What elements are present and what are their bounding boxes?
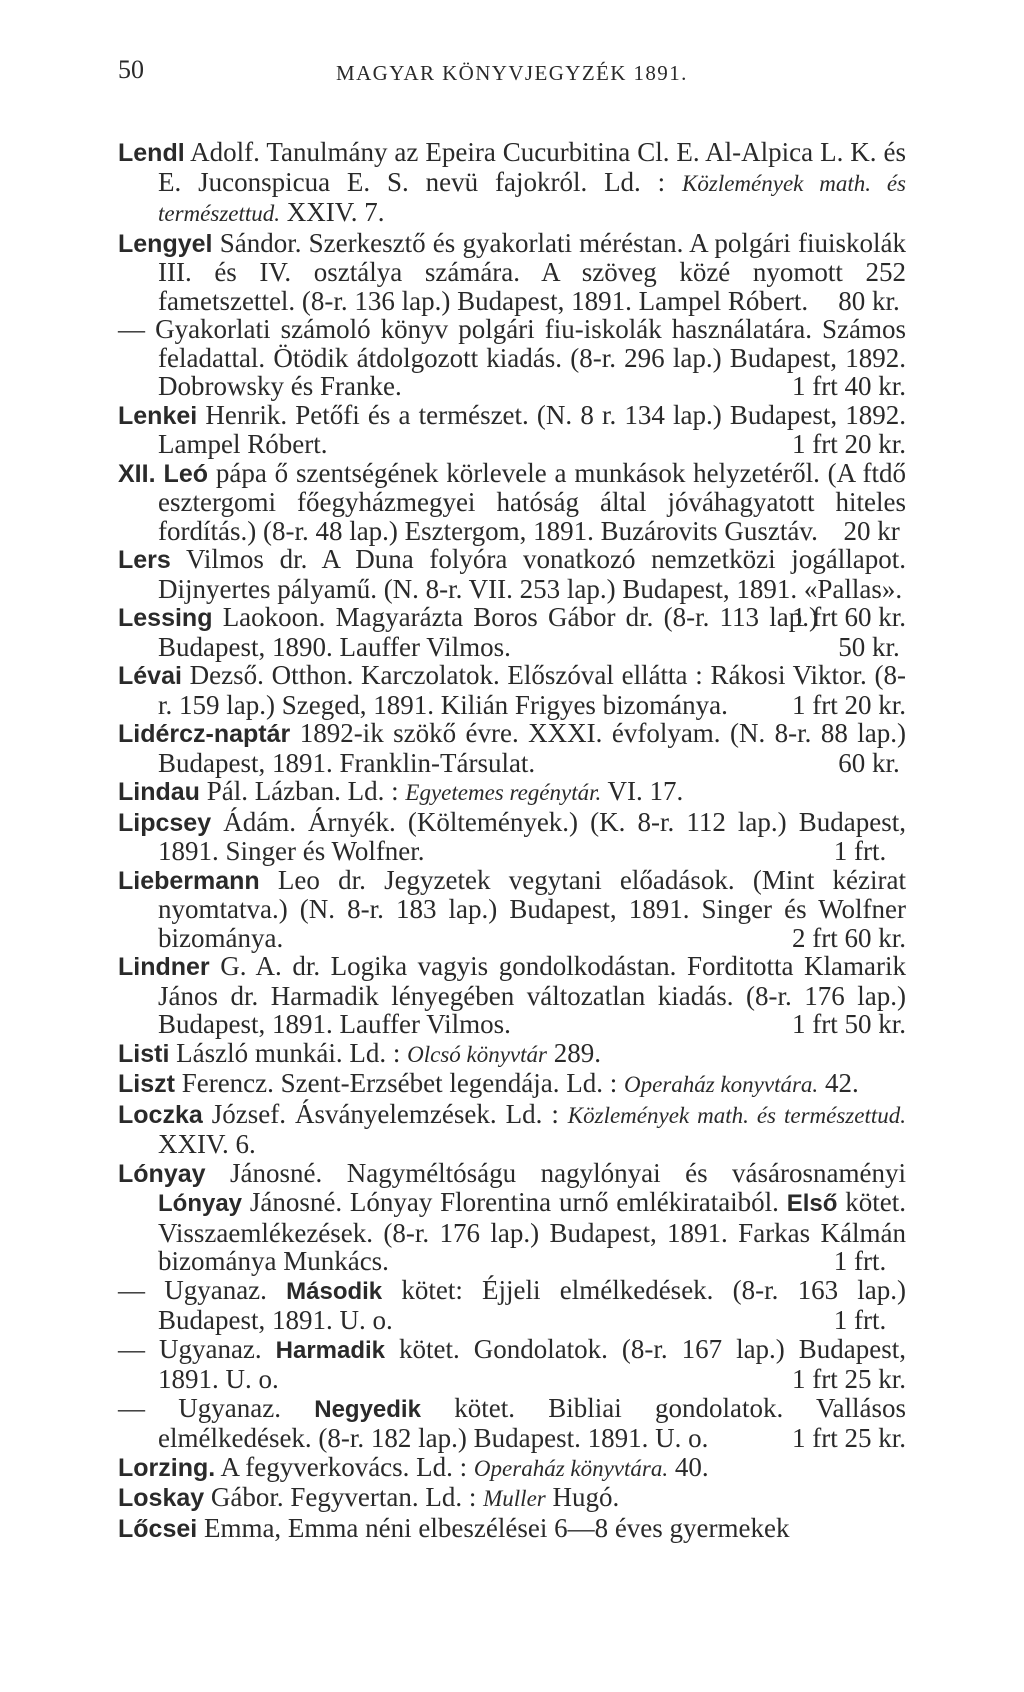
entry-reference: Közlemények math. és természettud. bbox=[567, 1102, 906, 1128]
entry-author: Lőcsei bbox=[118, 1514, 198, 1543]
entry-price: 1 frt. bbox=[833, 1305, 887, 1335]
entry-text: Leo dr. Jegyzetek vegytani előadások. (Mint kézirat nyomtatva.) (N. 8-r. 183 lap.) Budapest, 1891. Singer és Wolfner bizománya. bbox=[158, 864, 906, 953]
entry-text: 40. bbox=[668, 1451, 709, 1482]
entry-author: Lorzing. bbox=[118, 1453, 216, 1482]
bibliography-list bbox=[118, 138, 906, 1543]
entry-text: Ferencz. Szent-Erzsébet legendája. Ld. : bbox=[174, 1068, 624, 1098]
entry-text: Pál. Lázban. Ld. : bbox=[199, 776, 406, 806]
catalog-entry bbox=[118, 1483, 906, 1514]
entry-text: 42. bbox=[818, 1068, 859, 1098]
entry-author: XII. Leó bbox=[118, 459, 208, 488]
catalog-entry bbox=[118, 808, 906, 866]
catalog-entry bbox=[118, 138, 906, 229]
entry-text: G. A. dr. Logika vagyis gondolkodástan. Forditotta Klamarik János dr. Harmadik lényegében változatlan kiadás. (8-r. 176 lap.) Budapest, 1891. Lauffer Vilmos. bbox=[158, 951, 906, 1039]
catalog-entry bbox=[118, 1394, 906, 1453]
entry-author: Lenkei bbox=[118, 401, 198, 430]
entry-text: József. Ásványelemzések. Ld. : bbox=[202, 1098, 568, 1129]
catalog-entry bbox=[118, 1276, 906, 1335]
entry-text: Adolf. Tanulmány az Epeira Cucurbitina Cl. E. Al-Alpica L. K. és E. Juconspicua E. S. nevü fajokról. Ld. : bbox=[158, 137, 906, 197]
entry-text: Ugyanaz. bbox=[145, 1274, 287, 1305]
entry-text: kötet. Bibliai gondolatok. Vallásos elmélkedések. (8-r. 182 lap.) Budapest. 1891. U. o. bbox=[158, 1392, 906, 1453]
entry-author: Lindau bbox=[118, 778, 200, 806]
catalog-entry bbox=[118, 229, 906, 316]
catalog-entry bbox=[118, 952, 906, 1039]
entry-text: A fegyverkovács. Ld. : bbox=[215, 1451, 474, 1482]
entry-author: Lidércz-naptár bbox=[118, 720, 291, 748]
entry-author: Listi bbox=[118, 1039, 170, 1068]
entry-price: 1 frt. bbox=[833, 836, 887, 866]
entry-author: Lessing bbox=[118, 604, 213, 632]
entry-author: Liebermann bbox=[118, 866, 260, 895]
catalog-entry bbox=[118, 866, 906, 953]
entry-text: Laokoon. Magyarázta Boros Gábor dr. (8-r. 113 lap.) Budapest, 1890. Lauffer Vilmos. bbox=[158, 602, 818, 662]
entry-price: 1 frt 20 kr. bbox=[792, 429, 906, 459]
entry-dash: — bbox=[118, 314, 145, 344]
entry-text: XXIV. 7. bbox=[280, 197, 385, 227]
entry-price: 50 kr. bbox=[838, 631, 900, 662]
entry-dash: — bbox=[118, 1392, 145, 1423]
entry-author: Liszt bbox=[118, 1070, 175, 1098]
catalog-entry bbox=[118, 401, 906, 459]
catalog-entry bbox=[118, 1514, 906, 1544]
entry-author: Lónyay bbox=[118, 1159, 206, 1188]
entry-author: Loczka bbox=[118, 1100, 203, 1129]
entry-text: Ugyanaz. bbox=[145, 1333, 276, 1364]
entry-price: 1 frt 40 kr. bbox=[792, 371, 906, 401]
entry-author: Lendl bbox=[118, 139, 185, 167]
catalog-entry bbox=[118, 603, 906, 661]
entry-reference: Muller bbox=[483, 1486, 546, 1511]
entry-text: Jánosné. Nagyméltóságu nagylónyai és vásárosnaményi bbox=[205, 1157, 906, 1188]
entry-price: 60 kr. bbox=[838, 747, 900, 778]
entry-dash: — bbox=[118, 1274, 145, 1305]
entry-text: Henrik. Petőfi és a természet. (N. 8 r. 134 lap.) Budapest, 1892. Lampel Róbert. bbox=[158, 399, 906, 459]
entry-author: Lengyel bbox=[118, 229, 213, 258]
entry-emphasis: Első bbox=[786, 1190, 838, 1217]
entry-text: kötet. Visszaemlékezések. (8-r. 176 lap.) Budapest, 1891. Farkas Kálmán bizománya Munkács. bbox=[158, 1187, 906, 1276]
entry-author: Lindner bbox=[118, 953, 210, 981]
entry-text: VI. 17. bbox=[601, 776, 684, 806]
entry-emphasis: Negyedik bbox=[314, 1395, 421, 1423]
entry-text: Sándor. Szerkesztő és gyakorlati méréstan. A polgári fiuiskolák III. és IV. osztálya számára. A szöveg közé nyomott 252 fametszettel. (8-r. 136 lap.) Budapest, 1891. Lampel Róbert. bbox=[158, 227, 906, 316]
entry-text: kötet: Éjjeli elmélkedések. (8-r. 163 lap.) Budapest, 1891. U. o. bbox=[158, 1274, 906, 1335]
entry-price: 1 frt 25 kr. bbox=[792, 1364, 906, 1394]
entry-emphasis: Lónyay bbox=[158, 1190, 243, 1217]
entry-text: Ugyanaz. bbox=[145, 1392, 315, 1423]
catalog-entry bbox=[118, 315, 906, 401]
entry-price: 1 frt. bbox=[833, 1246, 887, 1276]
catalog-entry bbox=[118, 719, 906, 777]
entry-text: pápa ő szentségének körlevele a munkások helyzetéről. (A ftdő esztergomi főegyházmegyei hatóság által jóváhagyatott hiteles fordítás.) (8-r. 48 lap.) Esztergom, 1891. Buzárovits Gusztáv. bbox=[158, 457, 907, 546]
entry-emphasis: Második bbox=[286, 1277, 383, 1305]
catalog-entry bbox=[118, 1069, 906, 1100]
entry-price: 2 frt 60 kr. bbox=[792, 922, 906, 953]
entry-dash: — bbox=[118, 1333, 145, 1364]
entry-price: 1 frt 25 kr. bbox=[792, 1423, 906, 1453]
entry-reference: Egyetemes regénytár. bbox=[405, 780, 602, 805]
catalog-entry bbox=[118, 459, 906, 546]
entry-author: Lipcsey bbox=[118, 808, 212, 837]
catalog-entry bbox=[118, 1335, 906, 1394]
entry-text: Emma, Emma néni elbeszélései 6—8 éves gyermekek bbox=[197, 1512, 790, 1543]
entry-price: 20 kr bbox=[843, 515, 900, 546]
entry-text: Gábor. Fegyvertan. Ld. : bbox=[204, 1482, 484, 1512]
catalog-entry bbox=[118, 1159, 906, 1276]
entry-price: 1 frt 20 kr. bbox=[792, 689, 906, 720]
entry-price: 1 frt 50 kr. bbox=[792, 1009, 906, 1039]
entry-text: Ádám. Árnyék. (Költemények.) (K. 8-r. 112 lap.) Budapest, 1891. Singer és Wolfner. bbox=[158, 806, 906, 866]
entry-text: Dezső. Otthon. Karczolatok. Előszóval ellátta : Rákosi Viktor. (8-r. 159 lap.) Szeged, 1891. Kilián Frigyes bizománya. bbox=[158, 660, 906, 720]
entry-text: Jánosné. Lónyay Florentina urnő emlékirataiból. bbox=[242, 1187, 787, 1217]
entry-emphasis: Harmadik bbox=[275, 1336, 386, 1364]
entry-author: Lers bbox=[118, 546, 171, 574]
entry-text: XXIV. 6. bbox=[158, 1129, 256, 1159]
catalog-entry bbox=[118, 1039, 906, 1070]
page-header bbox=[118, 50, 918, 86]
entry-reference: Operaház könyvtára. bbox=[473, 1455, 669, 1481]
catalog-entry bbox=[118, 1453, 906, 1484]
entry-text: Gyakorlati számoló könyv polgári fiu-iskolák használatára. Számos feladattal. Ötödik átdolgozott kiadás. (8-r. 296 lap.) Budapest, 1892. Dobrowsky és Franke. bbox=[145, 314, 906, 401]
entry-text: 289. bbox=[547, 1037, 601, 1068]
catalog-entry bbox=[118, 661, 906, 719]
entry-author: Loskay bbox=[118, 1484, 205, 1512]
catalog-entry bbox=[118, 777, 906, 808]
entry-reference: Olcsó könyvtár bbox=[407, 1041, 547, 1067]
entry-reference: Operaház konyvtára. bbox=[624, 1072, 819, 1097]
entry-text: Vilmos dr. A Duna folyóra vonatkozó nemzetközi jogállapot. Dijnyertes pályamű. (N. 8-r. VII. 253 lap.) Budapest, 1891. «Pallas». bbox=[158, 544, 906, 604]
entry-price: 80 kr. bbox=[838, 285, 900, 316]
entry-reference: Közlemények math. és természettud. bbox=[158, 170, 906, 226]
entry-text: László munkái. Ld. : bbox=[169, 1037, 408, 1068]
entry-text: 1892-ik szökő évre. XXXI. évfolyam. (N. 8-r. 88 lap.) Budapest, 1891. Franklin-Társulat. bbox=[158, 718, 906, 778]
entry-author: Lévai bbox=[118, 662, 182, 690]
catalog-entry bbox=[118, 1100, 906, 1159]
entry-text: kötet. Gondolatok. (8-r. 167 lap.) Budapest, 1891. U. o. bbox=[158, 1333, 906, 1394]
entry-price: 1 frt 60 kr. bbox=[792, 602, 906, 632]
running-title: MAGYAR KÖNYVJEGYZÉK 1891. bbox=[336, 61, 688, 85]
entry-text: Hugó. bbox=[545, 1482, 620, 1512]
page-number: 50 bbox=[118, 55, 144, 84]
